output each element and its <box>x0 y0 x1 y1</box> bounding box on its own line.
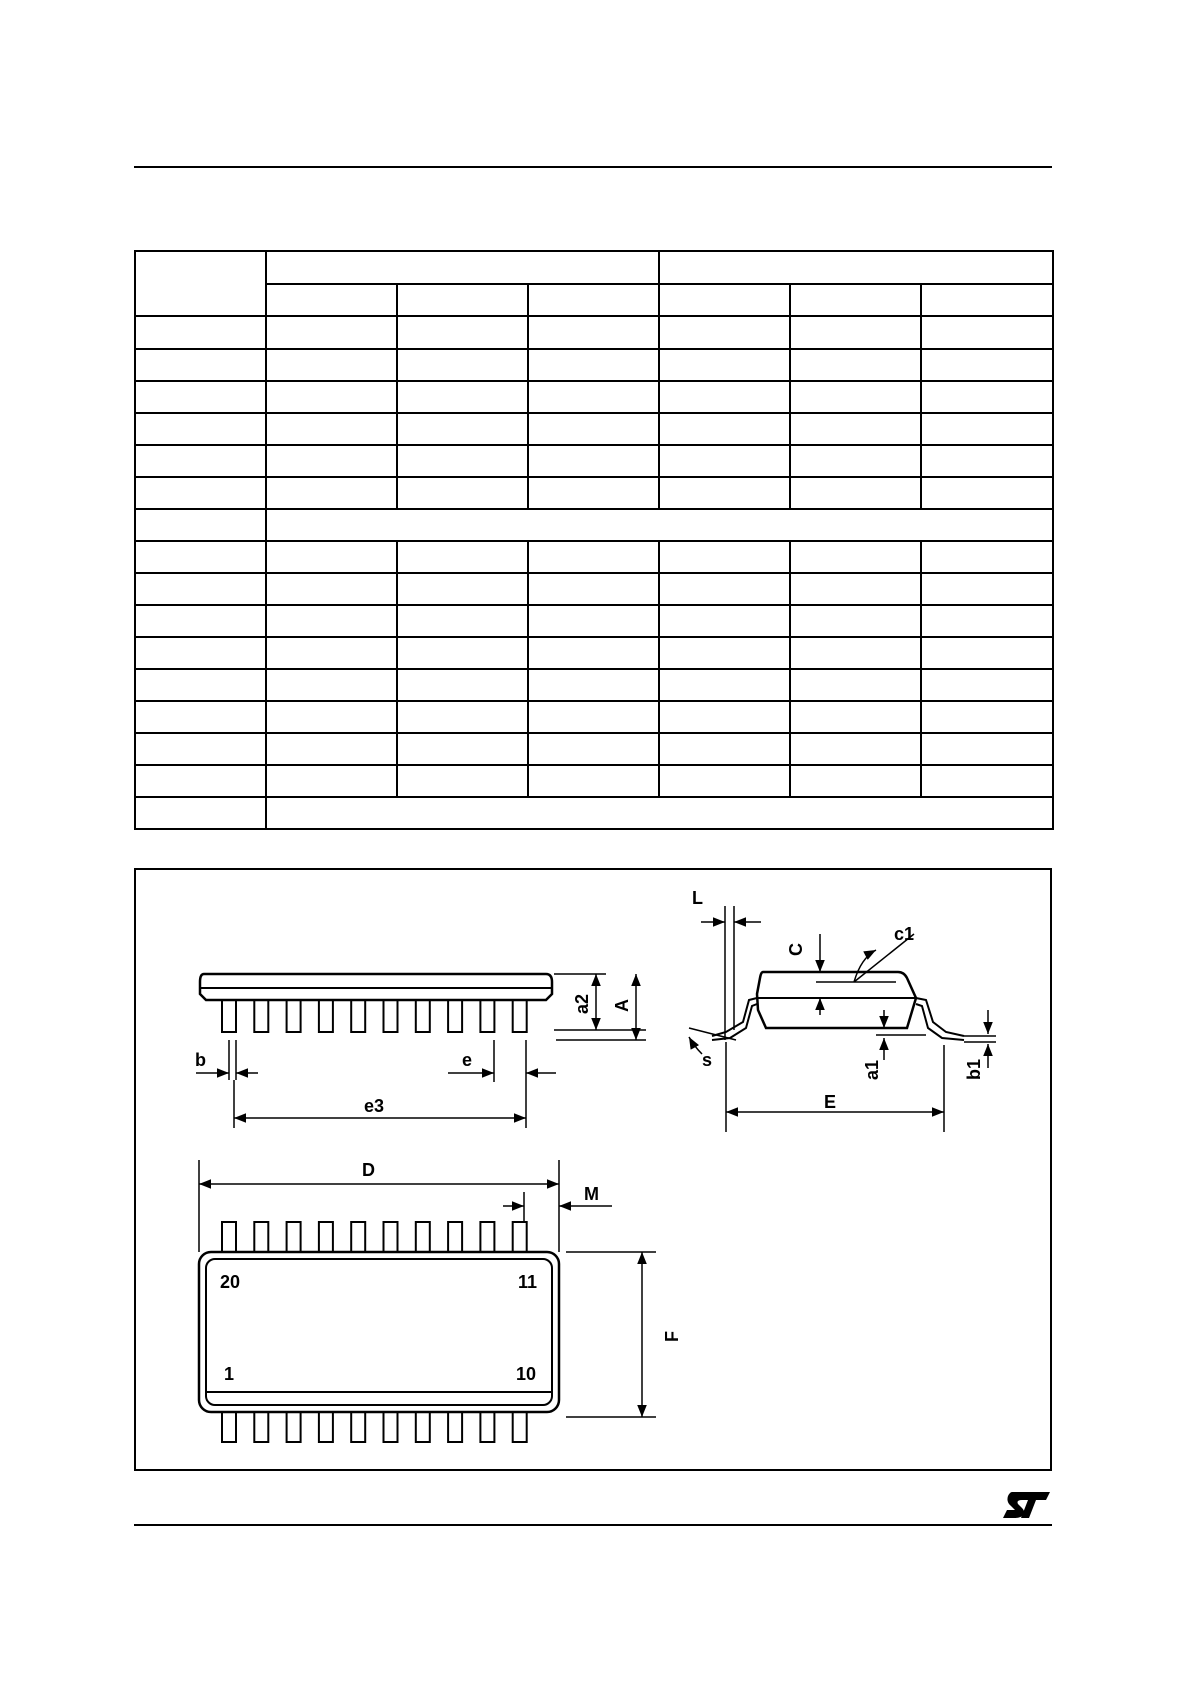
table-cell <box>528 765 659 797</box>
top-view-pin <box>222 1222 236 1252</box>
table-cell <box>135 316 266 349</box>
side-pin <box>448 1000 462 1032</box>
table-cell <box>266 797 1053 829</box>
table-cell <box>135 637 266 669</box>
top-view-pin <box>351 1222 365 1252</box>
top-view-pin <box>416 1412 430 1442</box>
table-cell <box>397 541 528 573</box>
side-pin <box>222 1000 236 1032</box>
table-header-cell <box>921 284 1053 316</box>
table-cell <box>790 669 921 701</box>
top-view-pin <box>384 1222 398 1252</box>
dim-label-b: b <box>195 1050 206 1070</box>
side-pin <box>319 1000 333 1032</box>
table-cell <box>790 413 921 445</box>
table-cell <box>790 477 921 509</box>
dim-label-c1: c1 <box>894 924 915 944</box>
table-cell <box>135 477 266 509</box>
top-view-pin <box>222 1412 236 1442</box>
table-cell <box>528 381 659 413</box>
table-cell <box>397 669 528 701</box>
table-header-row <box>135 251 1053 284</box>
dim-label-M: M <box>584 1184 599 1204</box>
table-cell <box>659 413 790 445</box>
top-view-pin <box>351 1412 365 1442</box>
table-cell <box>266 605 397 637</box>
table-cell <box>397 381 528 413</box>
side-pin <box>351 1000 365 1032</box>
table-cell <box>266 413 397 445</box>
table-cell <box>266 765 397 797</box>
table-cell <box>659 637 790 669</box>
top-body-inner <box>206 1259 552 1405</box>
table-cell <box>135 605 266 637</box>
top-view-pin <box>254 1222 268 1252</box>
pin-number-20: 20 <box>220 1272 241 1292</box>
dimensions-table <box>134 250 1054 830</box>
side-view-pins <box>222 1000 527 1032</box>
table-cell <box>397 637 528 669</box>
table-cell <box>266 573 397 605</box>
table-cell <box>266 541 397 573</box>
table-subheader-row <box>135 284 1053 316</box>
table-cell <box>921 477 1053 509</box>
table-cell <box>135 413 266 445</box>
table-cell <box>266 381 397 413</box>
table-header-cell <box>659 284 790 316</box>
table-cell <box>135 797 266 829</box>
table-cell <box>528 637 659 669</box>
table-header-cell <box>266 251 659 284</box>
top-view-pin <box>448 1412 462 1442</box>
table-row <box>135 381 1053 413</box>
table-cell <box>528 701 659 733</box>
table-cell <box>135 445 266 477</box>
table-cell <box>921 669 1053 701</box>
table-cell <box>921 316 1053 349</box>
table-cell <box>790 381 921 413</box>
table-cell <box>921 349 1053 381</box>
table-cell <box>135 381 266 413</box>
table-row <box>135 797 1053 829</box>
table-cell <box>135 349 266 381</box>
st-logo-icon <box>1002 1490 1052 1520</box>
side-pin <box>287 1000 301 1032</box>
table-cell <box>397 413 528 445</box>
table-cell <box>397 733 528 765</box>
table-cell <box>266 637 397 669</box>
table-cell <box>659 349 790 381</box>
table-cell <box>659 573 790 605</box>
table-cell <box>659 701 790 733</box>
top-view-pin <box>287 1222 301 1252</box>
dim-label-e: e <box>462 1050 473 1070</box>
top-view-pin <box>480 1412 494 1442</box>
dim-label-L: L <box>692 888 703 908</box>
top-view-pins <box>222 1222 527 1442</box>
table-cell <box>790 349 921 381</box>
table-cell <box>921 445 1053 477</box>
table-row <box>135 637 1053 669</box>
top-view-pin <box>448 1222 462 1252</box>
table-cell <box>921 701 1053 733</box>
table-row <box>135 541 1053 573</box>
table-header-cell <box>266 284 397 316</box>
pin-number-11: 11 <box>518 1272 538 1292</box>
top-view-pin <box>254 1412 268 1442</box>
dim-label-A: A <box>612 999 632 1012</box>
top-view-pin <box>416 1222 430 1252</box>
table-cell <box>790 701 921 733</box>
top-view-pin <box>480 1222 494 1252</box>
top-view-pin <box>287 1412 301 1442</box>
table-cell <box>921 413 1053 445</box>
table-cell <box>266 701 397 733</box>
table-header-cell <box>397 284 528 316</box>
table-header-cell <box>135 251 266 316</box>
table-cell <box>790 573 921 605</box>
table-cell <box>921 637 1053 669</box>
table-cell <box>921 573 1053 605</box>
table-cell <box>135 733 266 765</box>
table-cell <box>659 445 790 477</box>
table-header-cell <box>528 284 659 316</box>
table-cell <box>790 733 921 765</box>
table-cell <box>921 765 1053 797</box>
side-pin <box>513 1000 527 1032</box>
table-cell <box>135 541 266 573</box>
side-pin <box>416 1000 430 1032</box>
table-header-cell <box>659 251 1053 284</box>
dim-label-a2: a2 <box>572 993 592 1014</box>
table-row <box>135 316 1053 349</box>
top-view-pin <box>513 1412 527 1442</box>
table-cell <box>266 509 1053 541</box>
table-row <box>135 669 1053 701</box>
pin-number-10: 10 <box>516 1364 537 1384</box>
table-cell <box>397 477 528 509</box>
table-cell <box>659 605 790 637</box>
table-row <box>135 477 1053 509</box>
table-cell <box>528 733 659 765</box>
table-row <box>135 413 1053 445</box>
table-header-cell <box>790 284 921 316</box>
package-drawing-frame <box>134 868 1052 1471</box>
table-cell <box>266 733 397 765</box>
table-cell <box>790 541 921 573</box>
dim-label-a1: a1 <box>862 1059 882 1080</box>
side-pin <box>480 1000 494 1032</box>
top-view-pin <box>384 1412 398 1442</box>
table-row <box>135 733 1053 765</box>
table-cell <box>135 765 266 797</box>
table-cell <box>528 316 659 349</box>
table-cell <box>266 445 397 477</box>
table-cell <box>921 733 1053 765</box>
table-cell <box>266 669 397 701</box>
dim-label-D: D <box>362 1160 375 1180</box>
dim-label-s: s <box>702 1050 713 1070</box>
table-cell <box>790 445 921 477</box>
side-pin <box>384 1000 398 1032</box>
dim-label-e3: e3 <box>364 1096 385 1116</box>
table-cell <box>135 669 266 701</box>
table-cell <box>921 381 1053 413</box>
table-cell <box>659 765 790 797</box>
header-rule <box>134 166 1052 168</box>
end-body-outline <box>757 972 916 1028</box>
table-body <box>135 316 1053 829</box>
table-cell <box>921 541 1053 573</box>
table-cell <box>528 669 659 701</box>
table-cell <box>659 541 790 573</box>
table-cell <box>790 637 921 669</box>
table-cell <box>397 316 528 349</box>
dim-label-E: E <box>824 1092 837 1112</box>
table-row <box>135 701 1053 733</box>
table-cell <box>790 316 921 349</box>
table-cell <box>266 349 397 381</box>
table-cell <box>790 605 921 637</box>
dim-label-C: C <box>786 943 806 956</box>
table-cell <box>528 605 659 637</box>
top-view-pin <box>319 1222 333 1252</box>
table-cell <box>528 349 659 381</box>
table-cell <box>266 477 397 509</box>
dim-label-F: F <box>662 1331 682 1342</box>
table-cell <box>528 413 659 445</box>
table-row <box>135 573 1053 605</box>
table-cell <box>397 605 528 637</box>
table-cell <box>921 605 1053 637</box>
table-cell <box>659 316 790 349</box>
pin-number-1: 1 <box>224 1364 235 1384</box>
table-cell <box>790 765 921 797</box>
table-row <box>135 605 1053 637</box>
footer-rule <box>134 1524 1052 1526</box>
table-cell <box>397 765 528 797</box>
table-row <box>135 445 1053 477</box>
table-cell <box>266 316 397 349</box>
end-view <box>689 906 996 1132</box>
top-view-pin <box>319 1412 333 1442</box>
table-cell <box>659 669 790 701</box>
top-view-pin <box>513 1222 527 1252</box>
table-cell <box>397 445 528 477</box>
package-outline-drawing <box>136 870 1050 1469</box>
table-cell <box>135 701 266 733</box>
top-body-outer <box>199 1252 559 1412</box>
table-cell <box>659 733 790 765</box>
table-cell <box>528 477 659 509</box>
table-cell <box>659 477 790 509</box>
table-cell <box>135 573 266 605</box>
table-cell <box>397 573 528 605</box>
side-pin <box>254 1000 268 1032</box>
table-cell <box>528 541 659 573</box>
table-row <box>135 765 1053 797</box>
table-cell <box>397 701 528 733</box>
table-cell <box>397 349 528 381</box>
table-row <box>135 509 1053 541</box>
table-cell <box>528 445 659 477</box>
table-cell <box>528 573 659 605</box>
table-cell <box>659 381 790 413</box>
table-row <box>135 349 1053 381</box>
table-cell <box>135 509 266 541</box>
dim-label-b1: b1 <box>964 1058 984 1080</box>
